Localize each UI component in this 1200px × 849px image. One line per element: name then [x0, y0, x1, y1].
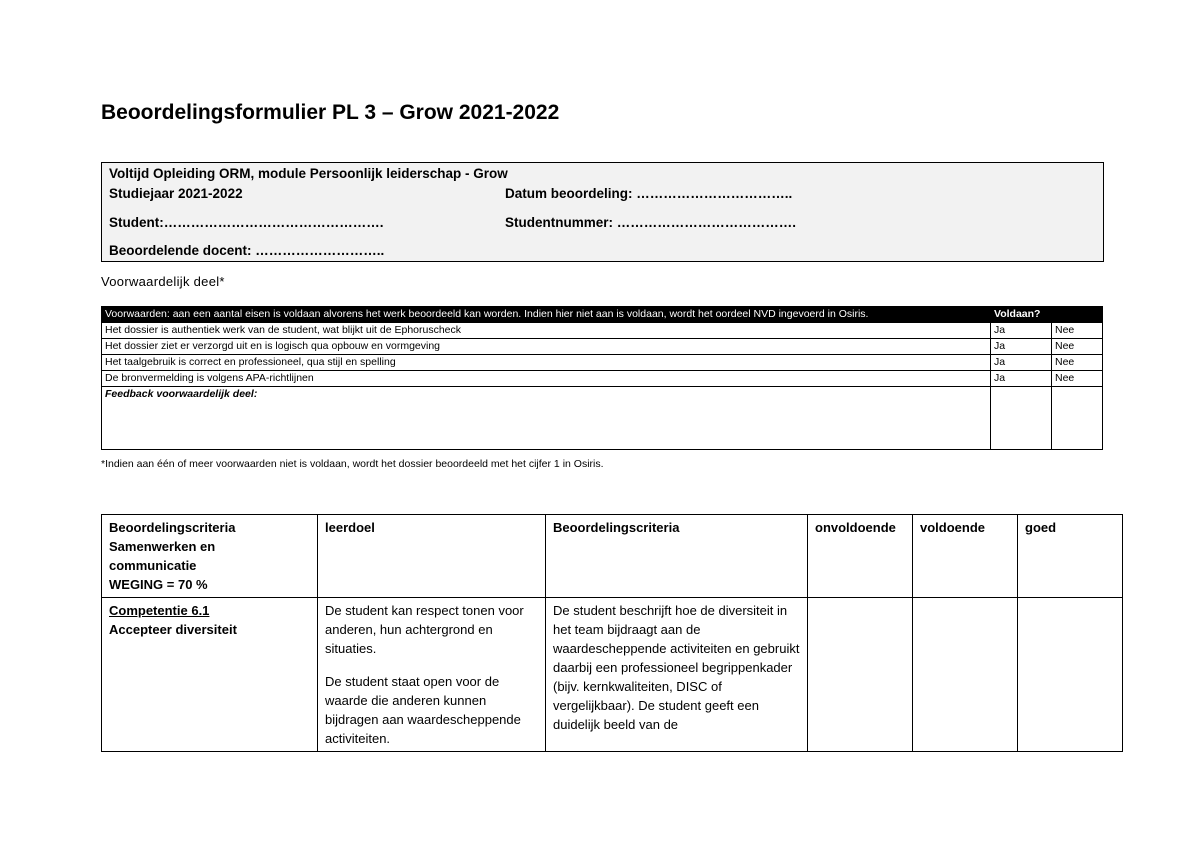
criteria-header-criteria: Beoordelingscriteria — [546, 515, 808, 598]
goal-text: De student kan respect tonen voor anderen, hun achtergrond en situaties. — [325, 603, 524, 656]
criteria-header-sufficient: voldoende — [913, 515, 1018, 598]
condition-no-option[interactable]: Nee — [1052, 339, 1103, 355]
criteria-table — [101, 514, 1123, 752]
feedback-label: Feedback voorwaardelijk deel: — [105, 388, 258, 400]
criteria-row — [102, 598, 1123, 752]
header-line: Beoordelingscriteria — [109, 520, 236, 535]
condition-row — [102, 323, 1103, 339]
header-weight: WEGING = 70 % — [109, 577, 208, 592]
footnote: *Indien aan één of meer voorwaarden niet is voldaan, wordt het dossier beoordeeld met het cijfer 1 in Osiris. — [101, 458, 604, 470]
assessment-date-field[interactable]: Datum beoordeling: …………………………….. — [505, 186, 793, 201]
student-info-box — [101, 162, 1104, 262]
criteria-header-goal: leerdoel — [318, 515, 546, 598]
competence-name: Accepteer diversiteit — [109, 622, 237, 637]
score-sufficient-cell[interactable] — [913, 598, 1018, 752]
conditions-header-row — [102, 307, 1103, 323]
competence-code: Competentie 6.1 — [109, 603, 210, 618]
criteria-header-row — [102, 515, 1123, 598]
competence-cell — [102, 598, 318, 752]
page-title: Beoordelingsformulier PL 3 – Grow 2021-2022 — [101, 101, 560, 124]
criteria-header-insufficient: onvoldoende — [808, 515, 913, 598]
conditions-header: Voorwaarden: aan een aantal eisen is voldaan alvorens het werk beoordeeld kan worden. Indien hier niet aan is voldaan, wordt het oordeel NVD ingevoerd in Osiris. — [102, 307, 991, 323]
student-name-field[interactable]: Student:…………………………………………. — [109, 215, 384, 230]
condition-row — [102, 371, 1103, 387]
condition-yes-option[interactable]: Ja — [991, 371, 1052, 387]
header-line: Samenwerken en — [109, 539, 216, 554]
feedback-cell[interactable] — [102, 387, 991, 450]
conditions-table — [101, 306, 1103, 450]
feedback-row — [102, 387, 1103, 450]
header-line: communicatie — [109, 558, 197, 573]
goal-cell — [318, 598, 546, 752]
condition-row — [102, 339, 1103, 355]
condition-yes-option[interactable]: Ja — [991, 323, 1052, 339]
score-good-cell[interactable] — [1018, 598, 1123, 752]
condition-row — [102, 355, 1103, 371]
program-line: Voltijd Opleiding ORM, module Persoonlijk leiderschap - Grow — [109, 166, 508, 181]
score-insufficient-cell[interactable] — [808, 598, 913, 752]
feedback-no-cell — [1052, 387, 1103, 450]
condition-no-option[interactable]: Nee — [1052, 371, 1103, 387]
assessor-field[interactable]: Beoordelende docent: ……………………….. — [109, 243, 385, 258]
condition-no-option[interactable]: Nee — [1052, 323, 1103, 339]
condition-no-option[interactable]: Nee — [1052, 355, 1103, 371]
section-label-conditions: Voorwaardelijk deel* — [101, 274, 225, 289]
criteria-text: De student beschrijft hoe de diversiteit in het team bijdraagt aan de waardescheppende activiteiten en gebruikt daarbij een professioneel begrippenkader (bijv. kernkwaliteiten, DISC of vergelijkbaar). De student geeft een duidelijk beeld van de — [553, 603, 800, 732]
condition-text: De bronvermelding is volgens APA-richtlijnen — [102, 371, 991, 387]
criteria-text-cell — [546, 598, 808, 752]
student-number-field[interactable]: Studentnummer: …………………………………. — [505, 215, 797, 230]
feedback-yes-cell — [991, 387, 1052, 450]
criteria-header-category — [102, 515, 318, 598]
condition-text: Het dossier ziet er verzorgd uit en is logisch qua opbouw en vormgeving — [102, 339, 991, 355]
conditions-check-header: Voldaan? — [991, 307, 1103, 323]
criteria-header-good: goed — [1018, 515, 1123, 598]
academic-year: Studiejaar 2021-2022 — [109, 186, 243, 201]
goal-text: De student staat open voor de waarde die anderen kunnen bijdragen aan waardescheppende activiteiten. — [325, 674, 521, 746]
condition-text: Het taalgebruik is correct en professioneel, qua stijl en spelling — [102, 355, 991, 371]
condition-text: Het dossier is authentiek werk van de student, wat blijkt uit de Ephoruscheck — [102, 323, 991, 339]
condition-yes-option[interactable]: Ja — [991, 339, 1052, 355]
condition-yes-option[interactable]: Ja — [991, 355, 1052, 371]
